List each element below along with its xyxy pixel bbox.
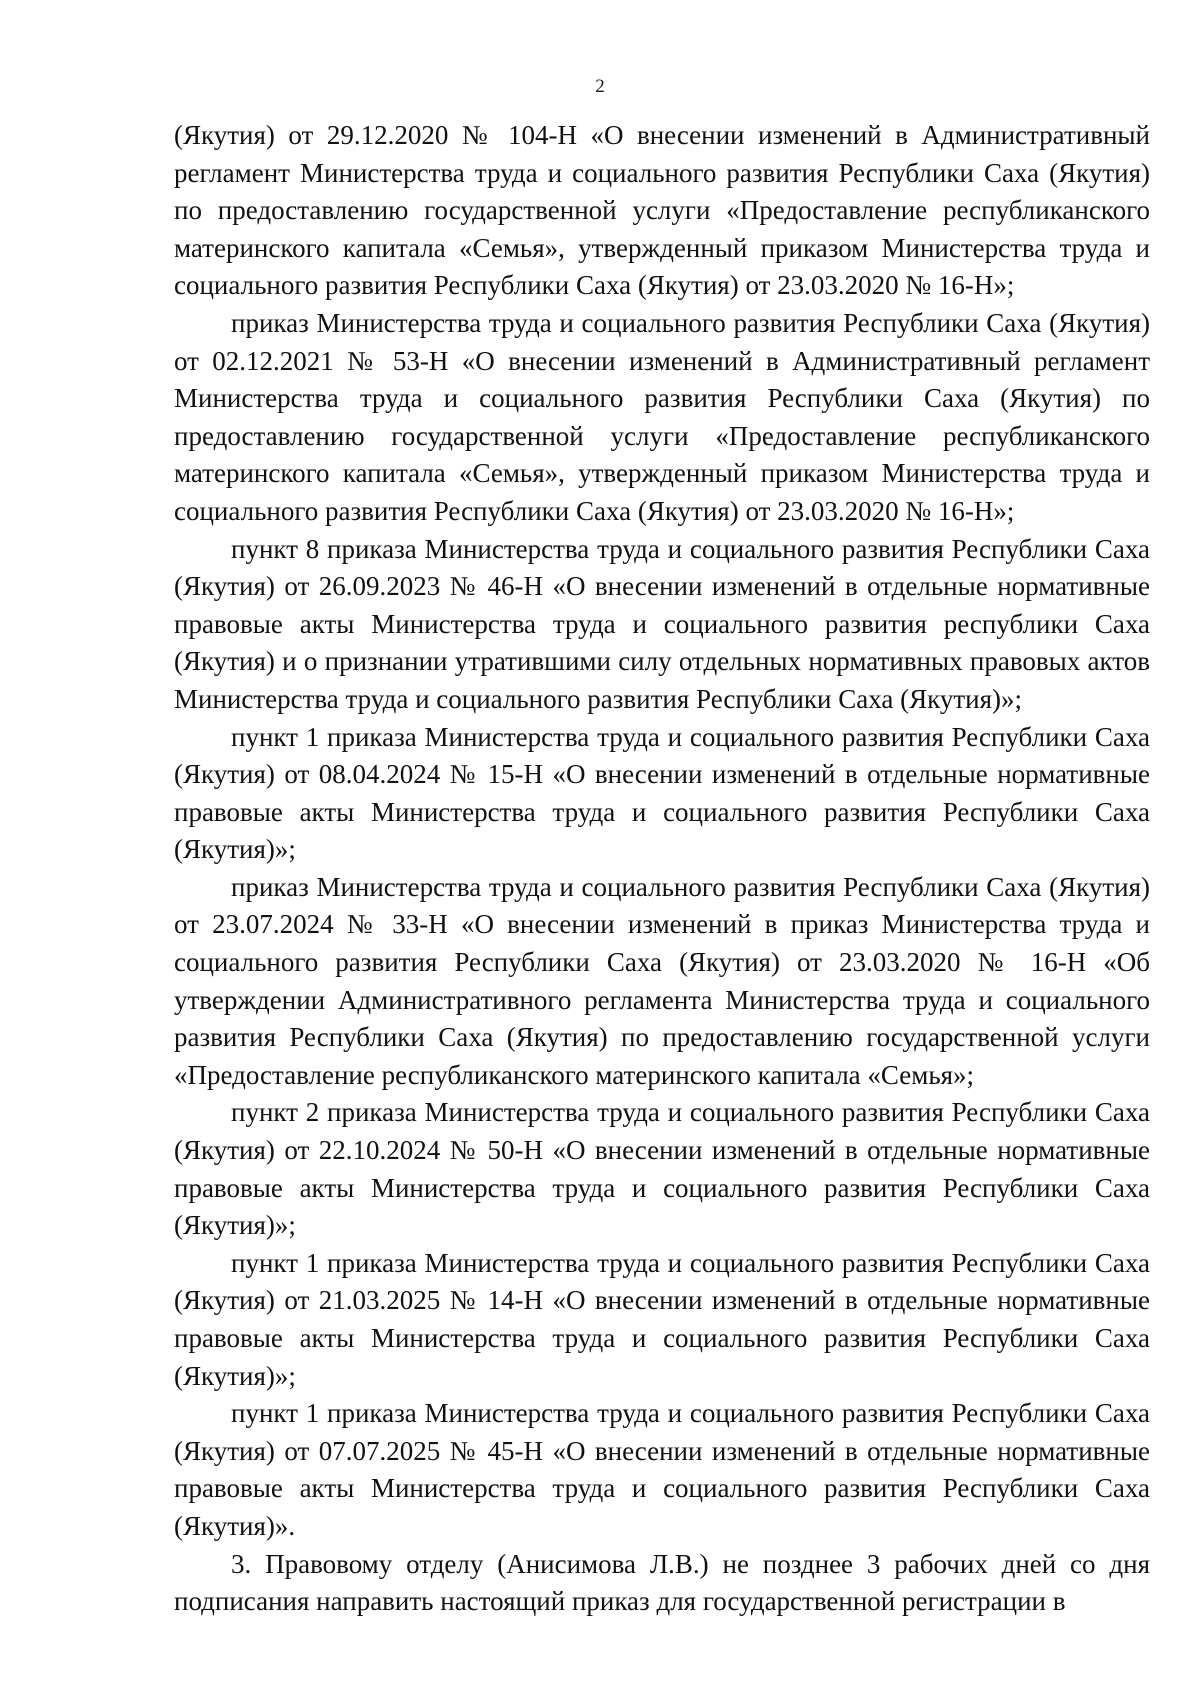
- paragraph-order-46n: пункт 8 приказа Министерства труда и социального развития Республики Саха (Якутия) от 26.09.2023 № 46-Н «О внесении изменений в отдельные нормативные правовые акты Министерства труда и социального развития республики Саха (Якутия) и о признании утратившими силу отдельных нормативных правовых актов Министерства труда и социального развития Республики Саха (Якутия)»;: [174, 533, 1150, 714]
- paragraph-order-33n: приказ Министерства труда и социального развития Республики Саха (Якутия) от 23.07.2024 № 33-Н «О внесении изменений в приказ Министерства труда и социального развития Республики Саха (Якутия) от 23.03.2020 № 16-Н «Об утверждении Административного регламента Министерства труда и социального развития Республики Саха (Якутия) по предоставлению государственной услуги «Предоставление республиканского материнского капитала «Семья»;: [174, 871, 1150, 1090]
- paragraph-order-45n: пункт 1 приказа Министерства труда и социального развития Республики Саха (Якутия) от 07.07.2025 № 45-Н «О внесении изменений в отдельные нормативные правовые акты Министерства труда и социального развития Республики Саха (Якутия)».: [174, 1398, 1150, 1541]
- paragraph-continuation: (Якутия) от 29.12.2020 № 104-Н «О внесении изменений в Административный регламент Министерства труда и социального развития Республики Саха (Якутия) по предоставлению государственной услуги «Предоставление республиканского материнского капитала «Семья», утвержденный приказом Министерства труда и социального развития Республики Саха (Якутия) от 23.03.2020 № 16-Н»;: [174, 120, 1150, 301]
- paragraph-order-53n: приказ Министерства труда и социального развития Республики Саха (Якутия) от 02.12.2021 № 53-Н «О внесении изменений в Административный регламент Министерства труда и социального развития Республики Саха (Якутия) по предоставлению государственной услуги «Предоставление республиканского материнского капитала «Семья», утвержденный приказом Министерства труда и социального развития Республики Саха (Якутия) от 23.03.2020 № 16-Н»;: [174, 307, 1150, 526]
- page-number: 2: [595, 76, 605, 97]
- paragraph-item-3: 3. Правовому отделу (Анисимова Л.В.) не позднее 3 рабочих дней со дня подписания направить настоящий приказ для государственной регистрации в: [174, 1548, 1150, 1617]
- document-body: [174, 117, 1150, 1621]
- paragraph-order-15n: пункт 1 приказа Министерства труда и социального развития Республики Саха (Якутия) от 08.04.2024 № 15-Н «О внесении изменений в отдельные нормативные правовые акты Министерства труда и социального развития Республики Саха (Якутия)»;: [174, 721, 1150, 865]
- paragraph-order-14n: пункт 1 приказа Министерства труда и социального развития Республики Саха (Якутия) от 21.03.2025 № 14-Н «О внесении изменений в отдельные нормативные правовые акты Министерства труда и социального развития Республики Саха (Якутия)»;: [174, 1247, 1150, 1391]
- paragraph-order-50n: пункт 2 приказа Министерства труда и социального развития Республики Саха (Якутия) от 22.10.2024 № 50-Н «О внесении изменений в отдельные нормативные правовые акты Министерства труда и социального развития Республики Саха (Якутия)»;: [174, 1097, 1150, 1241]
